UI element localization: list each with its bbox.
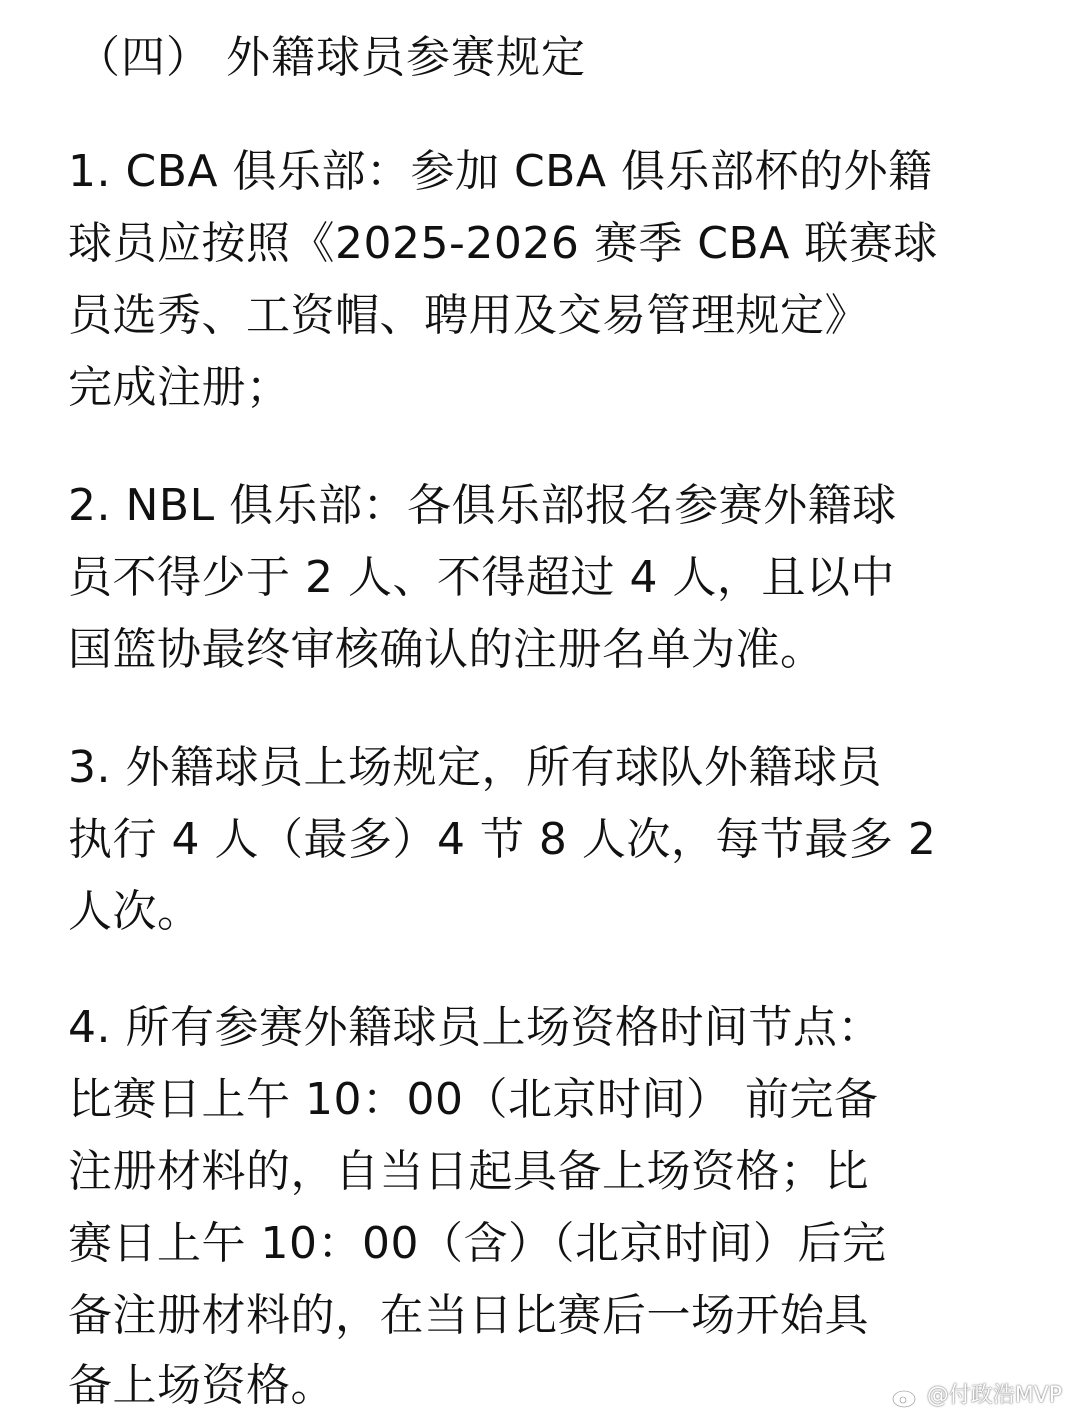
paragraph-line: 执行 4 人（最多）4 节 8 人次，每节最多 2 bbox=[68, 814, 937, 865]
paragraph-line: 员选秀、工资帽、聘用及交易管理规定》 bbox=[68, 290, 869, 341]
paragraph-line: 比赛日上午 10：00（北京时间） 前完备 bbox=[68, 1074, 879, 1125]
paragraph-line: 员不得少于 2 人、不得超过 4 人，且以中 bbox=[68, 552, 895, 603]
paragraph-line: 人次。 bbox=[68, 886, 202, 937]
weibo-logo-icon bbox=[891, 1383, 921, 1409]
weibo-watermark bbox=[891, 1379, 1062, 1413]
paragraph-line: 国篮协最终审核确认的注册名单为准。 bbox=[68, 624, 825, 675]
paragraph-line: 完成注册； bbox=[68, 362, 291, 413]
paragraph-line: 4. 所有参赛外籍球员上场资格时间节点： bbox=[68, 1002, 882, 1053]
paragraph-line: 注册材料的，自当日起具备上场资格；比 bbox=[68, 1146, 869, 1197]
paragraph-line: 3. 外籍球员上场规定，所有球队外籍球员 bbox=[68, 742, 882, 793]
paragraph-line: 赛日上午 10：00（含）（北京时间）后完 bbox=[68, 1218, 887, 1269]
paragraph-line: 球员应按照《2025-2026 赛季 CBA 联赛球 bbox=[68, 218, 938, 269]
paragraph-line: 2. NBL 俱乐部：各俱乐部报名参赛外籍球 bbox=[68, 480, 897, 531]
watermark-handle: @付政浩MVP bbox=[926, 1383, 1062, 1408]
paragraph-line: 1. CBA 俱乐部：参加 CBA 俱乐部杯的外籍 bbox=[68, 146, 933, 197]
paragraph-line: 备上场资格。 bbox=[68, 1360, 335, 1411]
paragraph-line: 备注册材料的，在当日比赛后一场开始具 bbox=[68, 1290, 869, 1341]
section-heading: （四） 外籍球员参赛规定 bbox=[76, 32, 586, 83]
